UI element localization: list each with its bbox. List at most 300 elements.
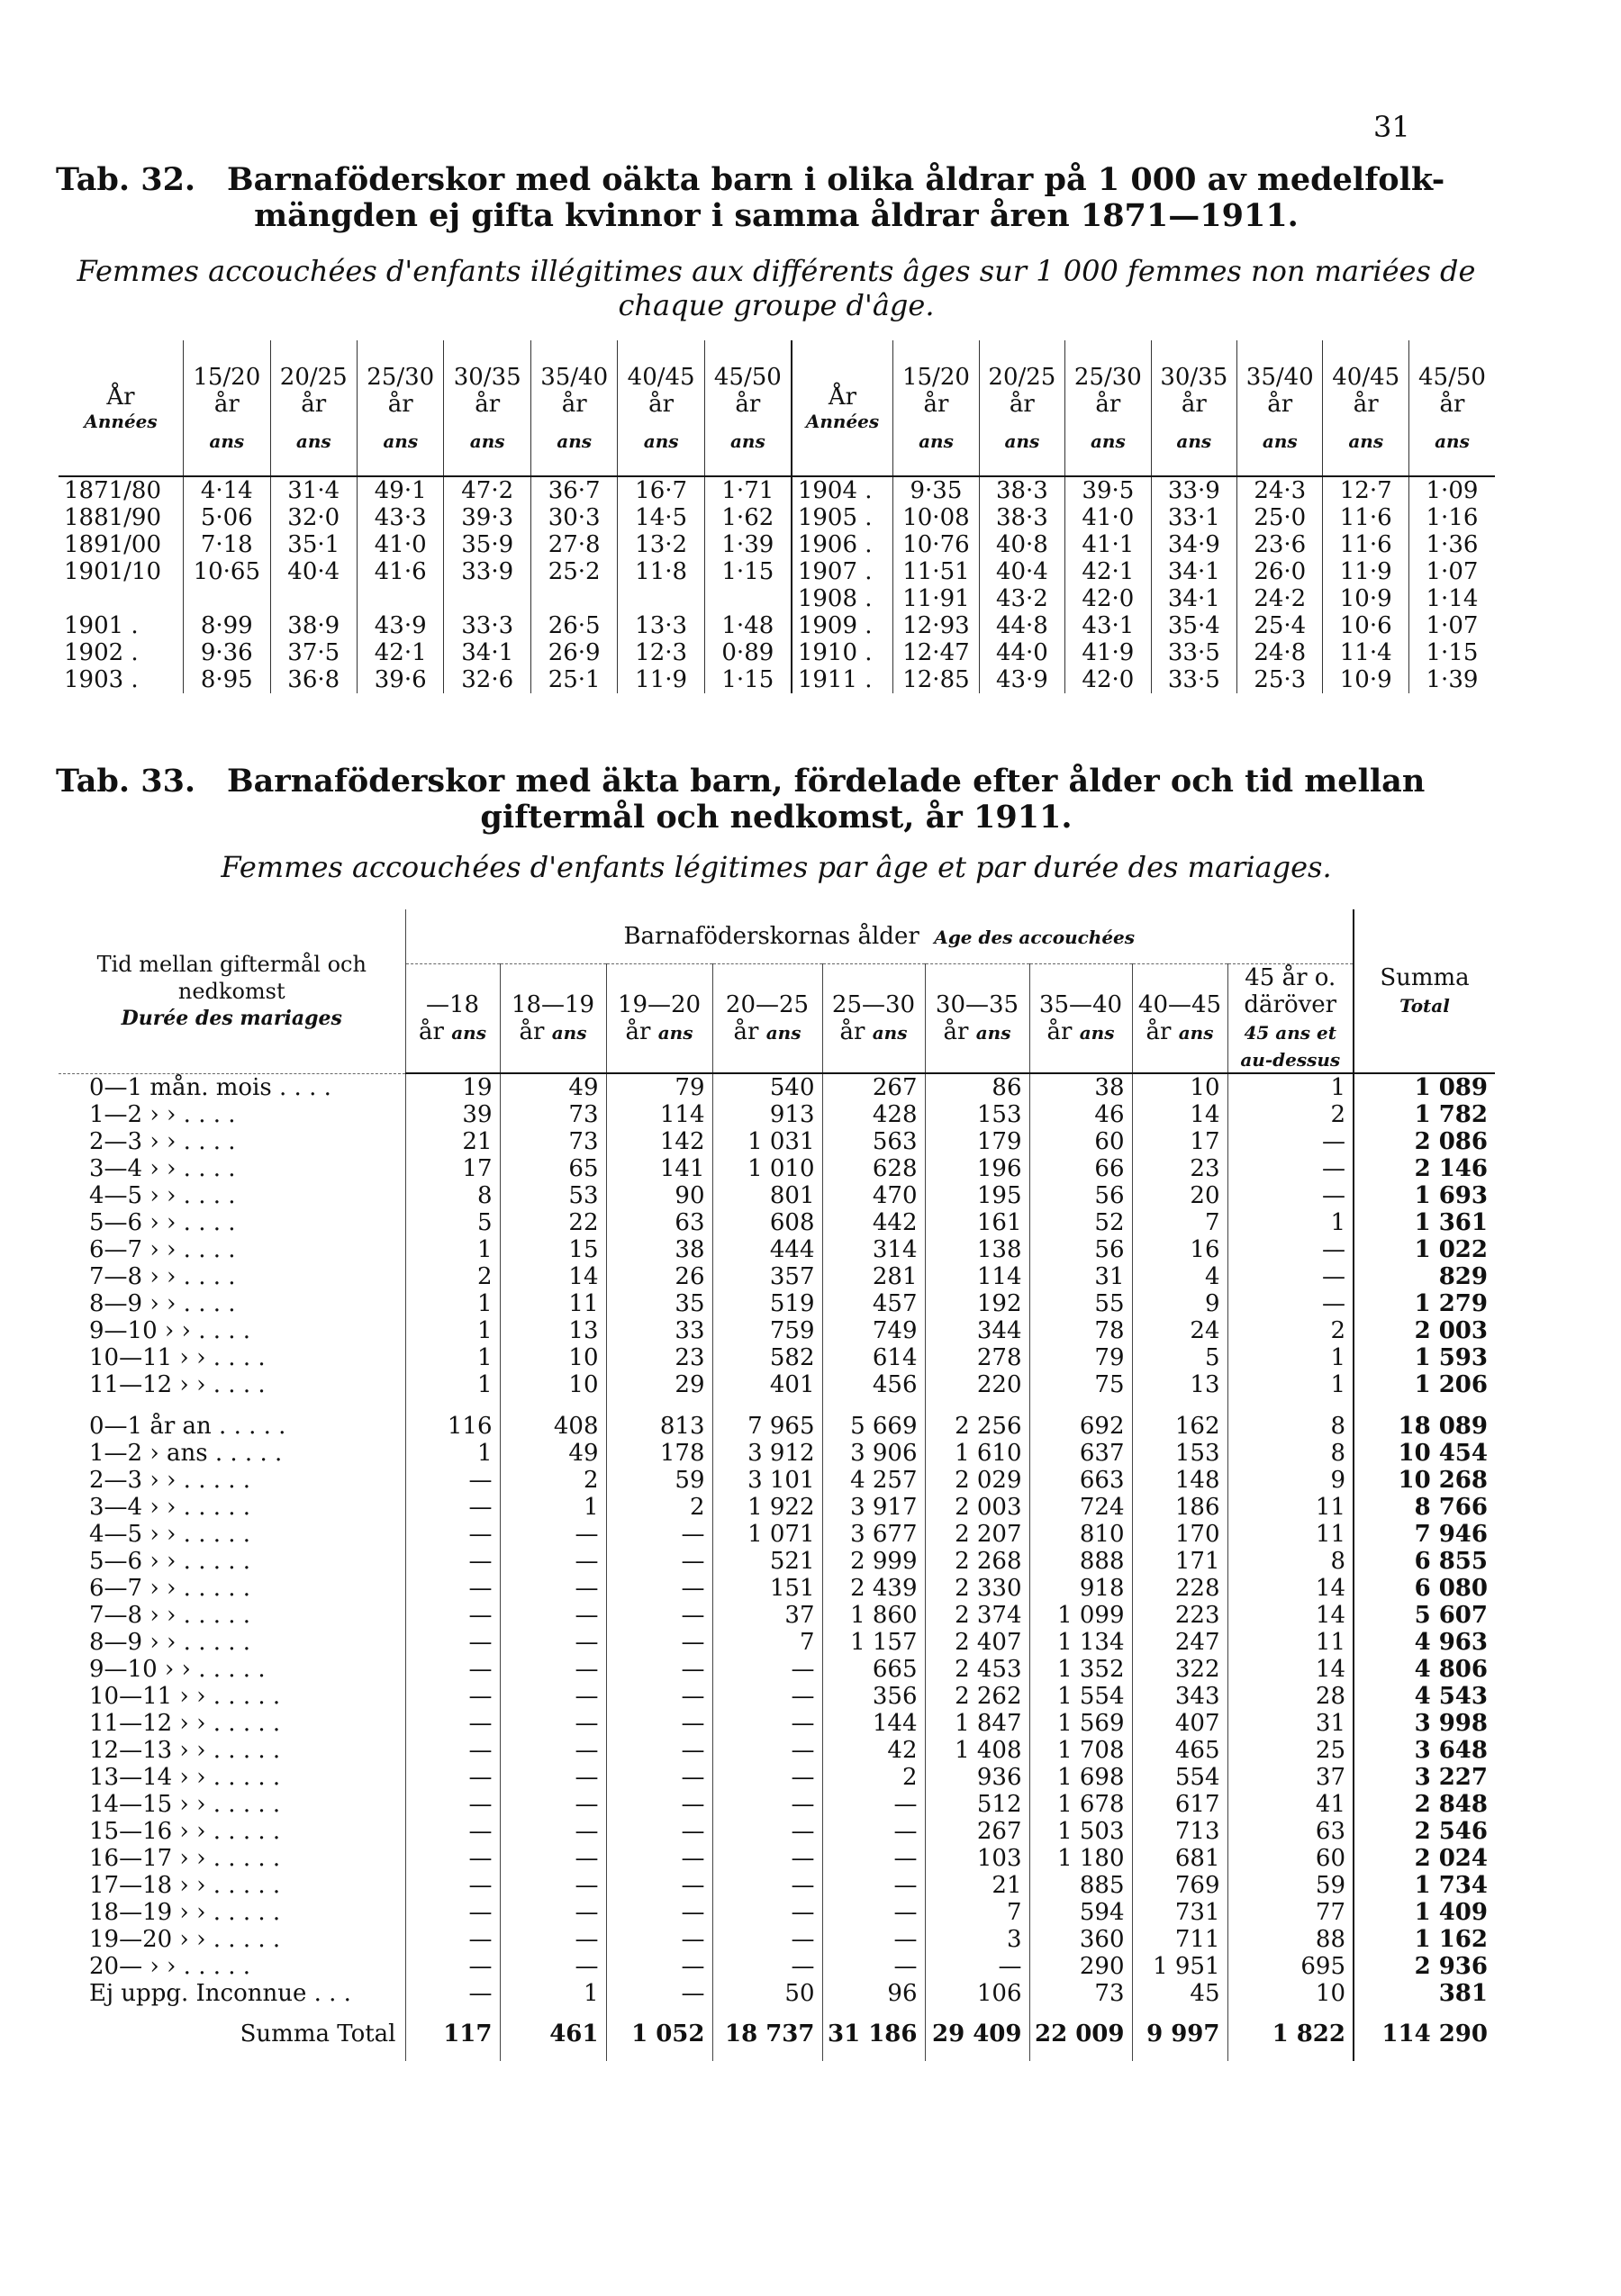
unit-fr: ans [383,430,419,452]
value-cell: 2 [500,1467,606,1494]
value-cell: 179 [925,1128,1029,1155]
value-cell: 142 [606,1128,712,1155]
value-cell: — [1227,1290,1354,1317]
value-cell: — [500,1521,606,1548]
total-cell: 2 024 [1354,1845,1495,1872]
value-cell: 3 917 [822,1494,925,1521]
value-cell: 759 [712,1317,822,1344]
duration-cell: 0—1 år an . . . . . [89,1413,286,1440]
age-group-header [357,340,443,476]
value-cell: 11 [1227,1494,1354,1521]
value-cell: 8 [1227,1548,1354,1575]
value-cell: 7 965 [712,1413,822,1440]
value-cell: 66 [1029,1155,1132,1182]
value-cell: 42·1 [1065,558,1151,585]
age-group-label: 35/40 [540,364,609,391]
value-cell [704,585,791,612]
duration-cell: 13—14 › › . . . . . [89,1764,281,1791]
value-cell: 724 [1029,1494,1132,1521]
value-cell: 1 [405,1236,500,1263]
value-cell: 223 [1132,1602,1227,1629]
value-cell: — [405,1899,500,1926]
value-cell: — [405,1602,500,1629]
unit-sv: år [735,391,761,418]
value-cell: 813 [606,1413,712,1440]
unit-fr: ans [209,430,245,452]
tab32-title-line2: mängden ej gifta kvinnor i samma åldrar åren 1871—1911. [254,197,1299,234]
duration-cell: 6—7 › › . . . . [89,1236,236,1263]
value-cell: 1 099 [1029,1602,1132,1629]
value-cell: — [606,1737,712,1764]
period-cell: 1881/90 [64,504,162,531]
age-column-label: —18 [425,991,480,1018]
age-group-label: 15/20 [901,364,970,391]
value-cell: 24·3 [1237,476,1323,504]
value-cell: 1·15 [704,666,791,693]
gap-cell [405,1398,500,1413]
value-cell: 1 847 [925,1710,1029,1737]
tab33-title-line2: giftermål och nedkomst, år 1911. [480,799,1073,836]
value-cell: 9 [1227,1467,1354,1494]
table-row [59,1371,1495,1398]
value-cell: 1 708 [1029,1737,1132,1764]
value-cell: 7 [1132,1209,1227,1236]
value-cell: 357 [712,1263,822,1290]
value-cell: 16·7 [618,476,704,504]
period-cell: 1871/80 [64,477,162,504]
value-cell: 888 [1029,1548,1132,1575]
age-group-label: 30/35 [453,364,521,391]
age-group-label: 25/30 [367,364,435,391]
total-cell: 5 607 [1354,1602,1495,1629]
age-group-label: 30/35 [1160,364,1228,391]
value-cell: 52 [1029,1209,1132,1236]
value-cell: 695 [1227,1953,1354,1980]
duration-cell: 2—3 › › . . . . [89,1128,236,1155]
value-cell: 314 [822,1236,925,1263]
total-cell: 6 855 [1354,1548,1495,1575]
value-cell: — [405,1791,500,1818]
unit-fr: ans [765,1022,801,1044]
value-cell: — [405,1575,500,1602]
value-cell: 11·6 [1323,531,1408,558]
value-cell: — [606,1656,712,1683]
value-cell: 8 [1227,1413,1354,1440]
table-row [59,1182,1495,1209]
duration-cell: 5—6 › › . . . . [89,1209,236,1236]
value-cell: 10·6 [1323,612,1408,639]
value-cell: 171 [1132,1548,1227,1575]
duration-cell: 11—12 › › . . . . . [89,1710,281,1737]
duration-cell: 15—16 › › . . . . . [89,1818,281,1845]
gap-cell [1132,1398,1227,1413]
value-cell: 663 [1029,1467,1132,1494]
duration-cell: 18—19 › › . . . . . [89,1899,281,1926]
table-row [59,1710,1495,1737]
table-row [59,1656,1495,1683]
unit-fr: ans [451,1022,486,1044]
value-cell: 65 [500,1155,606,1182]
value-cell: 470 [822,1182,925,1209]
duration-cell: 2—3 › › . . . . . [89,1467,251,1494]
value-cell: — [500,1575,606,1602]
value-cell: 1 860 [822,1602,925,1629]
value-cell: 1 698 [1029,1764,1132,1791]
duration-cell: 16—17 › › . . . . . [89,1845,281,1872]
value-cell: 665 [822,1656,925,1683]
value-cell: 10 [1227,1980,1354,2007]
value-cell: 1 [500,1980,606,2007]
value-cell: 43·9 [979,666,1064,693]
value-cell: 141 [606,1155,712,1182]
value-cell: 1·09 [1408,476,1495,504]
value-cell [357,585,443,612]
value-cell: 731 [1132,1899,1227,1926]
value-cell: — [1227,1182,1354,1209]
value-cell: 34·1 [1151,585,1236,612]
value-cell: 11·6 [1323,504,1408,531]
duration-cell: 17—18 › › . . . . . [89,1872,281,1899]
value-cell: 457 [822,1290,925,1317]
value-cell: 2 256 [925,1413,1029,1440]
value-cell: — [500,1629,606,1656]
value-cell: 637 [1029,1440,1132,1467]
total-cell: 2 146 [1354,1155,1495,1182]
total-cell: 1 162 [1354,1926,1495,1953]
value-cell: 1 180 [1029,1845,1132,1872]
value-cell: 278 [925,1344,1029,1371]
value-cell: 220 [925,1371,1029,1398]
value-cell: 713 [1132,1818,1227,1845]
value-cell: 918 [1029,1575,1132,1602]
value-cell: 151 [712,1575,822,1602]
age-group-label: 20/25 [279,364,348,391]
table-row [59,1845,1495,1872]
duration-cell: 7—8 › › . . . . . [89,1602,251,1629]
value-cell: 114 [606,1101,712,1128]
value-cell: — [606,1548,712,1575]
value-cell: 8·99 [184,612,270,639]
value-cell: 11·9 [618,666,704,693]
table-row [59,531,1495,558]
age-column-units [607,1018,712,1045]
value-cell: 1·62 [704,504,791,531]
period-cell: 1901 . [64,612,139,639]
duration-cell: 4—5 › › . . . . . [89,1521,251,1548]
unit-fr: ans [657,1022,693,1044]
total-cell: 1 734 [1354,1872,1495,1899]
value-cell: 913 [712,1101,822,1128]
total-header: Summa Total [1354,909,1495,1073]
duration-cell: 14—15 › › . . . . . [89,1791,281,1818]
age-group-label: 45/50 [713,364,782,391]
value-cell: 38·3 [979,504,1064,531]
unit-fr: ans [872,1022,908,1044]
value-cell: 1·39 [1408,666,1495,693]
tab32-number: Tab. 32. [56,161,196,198]
tab32-subtitle-line2: chaque groupe d'âge. [618,288,935,322]
value-cell: 5·06 [184,504,270,531]
value-cell: 75 [1029,1371,1132,1398]
value-cell: 25·2 [530,558,617,585]
value-cell: — [606,1953,712,1980]
age-group-header [1237,340,1323,476]
value-cell: 14 [1227,1575,1354,1602]
period-cell: 1891/00 [64,531,162,558]
table-row [59,639,1495,666]
value-cell: 1 408 [925,1737,1029,1764]
sum-cell: 22 009 [1029,2007,1132,2061]
value-cell: 1 031 [712,1128,822,1155]
duration-cell: 9—10 › › . . . . . [89,1656,266,1683]
period-cell [59,585,184,612]
value-cell: 12·3 [618,639,704,666]
value-cell: 1 157 [822,1629,925,1656]
value-cell: 519 [712,1290,822,1317]
tab32-subtitle [56,254,1497,322]
value-cell: — [500,1548,606,1575]
total-cell: 2 546 [1354,1818,1495,1845]
duration-cell: 10—11 › › . . . . . [89,1683,281,1710]
value-cell: — [405,1629,500,1656]
age-group-header [1151,340,1236,476]
value-cell: 1 922 [712,1494,822,1521]
age-column-units [713,1018,822,1045]
table-row [59,1440,1495,1467]
age-column-header [712,964,822,1074]
total-cell: 829 [1354,1263,1495,1290]
value-cell: — [500,1818,606,1845]
value-cell: 1 [1227,1371,1354,1398]
value-cell: 56 [1029,1236,1132,1263]
value-cell: 42·1 [357,639,443,666]
value-cell: 3 677 [822,1521,925,1548]
value-cell: 13·2 [618,531,704,558]
value-cell: 1·14 [1408,585,1495,612]
sum-cell: 31 186 [822,2007,925,2061]
duration-cell: 1—2 › ans . . . . . [89,1440,283,1467]
age-group-header [444,340,530,476]
value-cell: 4·14 [184,476,270,504]
unit-sv: år [625,1018,651,1045]
value-cell: — [822,1791,925,1818]
value-cell: 25·4 [1237,612,1323,639]
unit-fr: ans [1176,430,1212,452]
total-cell: 1 782 [1354,1101,1495,1128]
duration-cell: 7—8 › › . . . . [89,1263,236,1290]
value-cell: 38·9 [270,612,357,639]
value-cell: — [1227,1263,1354,1290]
age-column-units [406,1018,500,1045]
unit-fr: ans [1090,430,1126,452]
value-cell: — [712,1818,822,1845]
value-cell: 39·3 [444,504,530,531]
value-cell: — [405,1683,500,1710]
value-cell: — [822,1926,925,1953]
value-cell: 2 999 [822,1548,925,1575]
value-cell: 465 [1132,1737,1227,1764]
value-cell: 170 [1132,1521,1227,1548]
value-cell: 32·0 [270,504,357,531]
sum-cell: 18 737 [712,2007,822,2061]
value-cell: 79 [1029,1344,1132,1371]
value-cell: 49 [500,1440,606,1467]
value-cell: 33 [606,1317,712,1344]
value-cell: 186 [1132,1494,1227,1521]
value-cell: 63 [606,1209,712,1236]
duration-cell: 3—4 › › . . . . . [89,1494,251,1521]
period-cell: 1906 . [792,531,893,558]
unit-fr: ans [1178,1022,1214,1044]
value-cell: 408 [500,1413,606,1440]
total-cell: 18 089 [1354,1413,1495,1440]
unit-fr: ans [729,430,765,452]
value-cell: 10·08 [893,504,979,531]
value-cell: 442 [822,1209,925,1236]
value-cell: 1 [405,1317,500,1344]
unit-fr: ans [643,430,679,452]
value-cell: 2 [405,1263,500,1290]
age-column-units [501,1018,606,1045]
value-cell: 608 [712,1209,822,1236]
value-cell: 5 [1132,1344,1227,1371]
value-cell: 96 [822,1980,925,2007]
value-cell: 1 [500,1494,606,1521]
value-cell: 10 [500,1344,606,1371]
value-cell: 28 [1227,1683,1354,1710]
total-cell: 1 693 [1354,1182,1495,1209]
value-cell: 281 [822,1263,925,1290]
value-cell: 290 [1029,1953,1132,1980]
value-cell: — [500,1791,606,1818]
value-cell: 148 [1132,1467,1227,1494]
unit-sv: år [648,391,675,418]
age-column-units [926,1018,1029,1045]
value-cell: 628 [822,1155,925,1182]
value-cell: 25·0 [1237,504,1323,531]
value-cell: 34·9 [1151,531,1236,558]
unit-fr: ans [295,430,331,452]
value-cell: 60 [1227,1845,1354,1872]
value-cell: 801 [712,1182,822,1209]
total-cell: 10 454 [1354,1440,1495,1467]
value-cell: 42·0 [1065,585,1151,612]
age-column-units [1030,1018,1132,1045]
value-cell: 24·8 [1237,639,1323,666]
value-cell: — [405,1818,500,1845]
value-cell: 153 [925,1101,1029,1128]
value-cell: 10 [1132,1073,1227,1101]
total-cell: 2 848 [1354,1791,1495,1818]
value-cell: 9·36 [184,639,270,666]
value-cell: — [405,1764,500,1791]
age-column-header [1227,964,1354,1074]
age-column-label: 19—20 [617,991,702,1018]
value-cell: 41·0 [357,531,443,558]
value-cell: 24·2 [1237,585,1323,612]
table-row [59,1101,1495,1128]
value-cell: 1 [405,1290,500,1317]
age-column-label: 20—25 [725,991,810,1018]
value-cell: — [712,1926,822,1953]
value-cell: 681 [1132,1845,1227,1872]
value-cell: 1·15 [704,558,791,585]
value-cell: 1 [405,1440,500,1467]
value-cell: 2 330 [925,1575,1029,1602]
value-cell: 178 [606,1440,712,1467]
value-cell: 11 [1227,1629,1354,1656]
period-label-fr: Années [84,411,158,432]
value-cell: 1·71 [704,476,791,504]
value-cell: — [405,1872,500,1899]
period-cell: 1904 . [792,476,893,504]
table-row [59,1494,1495,1521]
period-cell: 1902 . [64,639,139,666]
value-cell: — [712,1764,822,1791]
value-cell: 55 [1029,1290,1132,1317]
value-cell: — [500,1710,606,1737]
table-row [59,1926,1495,1953]
tab33-number: Tab. 33. [56,763,196,800]
age-column-label: 30—35 [935,991,1019,1018]
unit-fr: ans [1348,430,1384,452]
value-cell: 711 [1132,1926,1227,1953]
table-row [59,558,1495,585]
duration-cell: 0—1 mån. mois . . . . [89,1073,331,1101]
value-cell: 267 [925,1818,1029,1845]
age-group-header [1323,340,1408,476]
age-group-header [270,340,357,476]
value-cell: 428 [822,1101,925,1128]
value-cell: — [606,1575,712,1602]
value-cell: — [405,1980,500,2007]
unit-sv: år [1009,391,1035,418]
value-cell: 247 [1132,1629,1227,1656]
duration-cell: 5—6 › › . . . . . [89,1548,251,1575]
value-cell [270,585,357,612]
table-row [59,1980,1495,2007]
value-cell: — [1227,1236,1354,1263]
value-cell: 12·93 [893,612,979,639]
value-cell: 3 [925,1926,1029,1953]
table-row [59,1602,1495,1629]
tab33-table [59,909,1495,2061]
value-cell: — [500,1953,606,1980]
value-cell: 45 [1132,1980,1227,2007]
gap-cell [606,1398,712,1413]
value-cell: — [500,1845,606,1872]
value-cell: 11·4 [1323,639,1408,666]
value-cell: 59 [606,1467,712,1494]
age-column-header [606,964,712,1074]
value-cell: — [405,1467,500,1494]
value-cell: 11 [500,1290,606,1317]
value-cell: 35·1 [270,531,357,558]
value-cell: 1 610 [925,1440,1029,1467]
value-cell: 692 [1029,1413,1132,1440]
age-group-header [704,340,791,476]
unit-sv: år [213,391,240,418]
value-cell: — [500,1872,606,1899]
value-cell: 456 [822,1371,925,1398]
table-row [59,1764,1495,1791]
value-cell: 360 [1029,1926,1132,1953]
unit-sv: år [1095,391,1121,418]
value-cell: 3 101 [712,1467,822,1494]
tab32-body [59,476,1495,693]
value-cell: — [606,1521,712,1548]
unit-sv: år [419,1018,444,1045]
